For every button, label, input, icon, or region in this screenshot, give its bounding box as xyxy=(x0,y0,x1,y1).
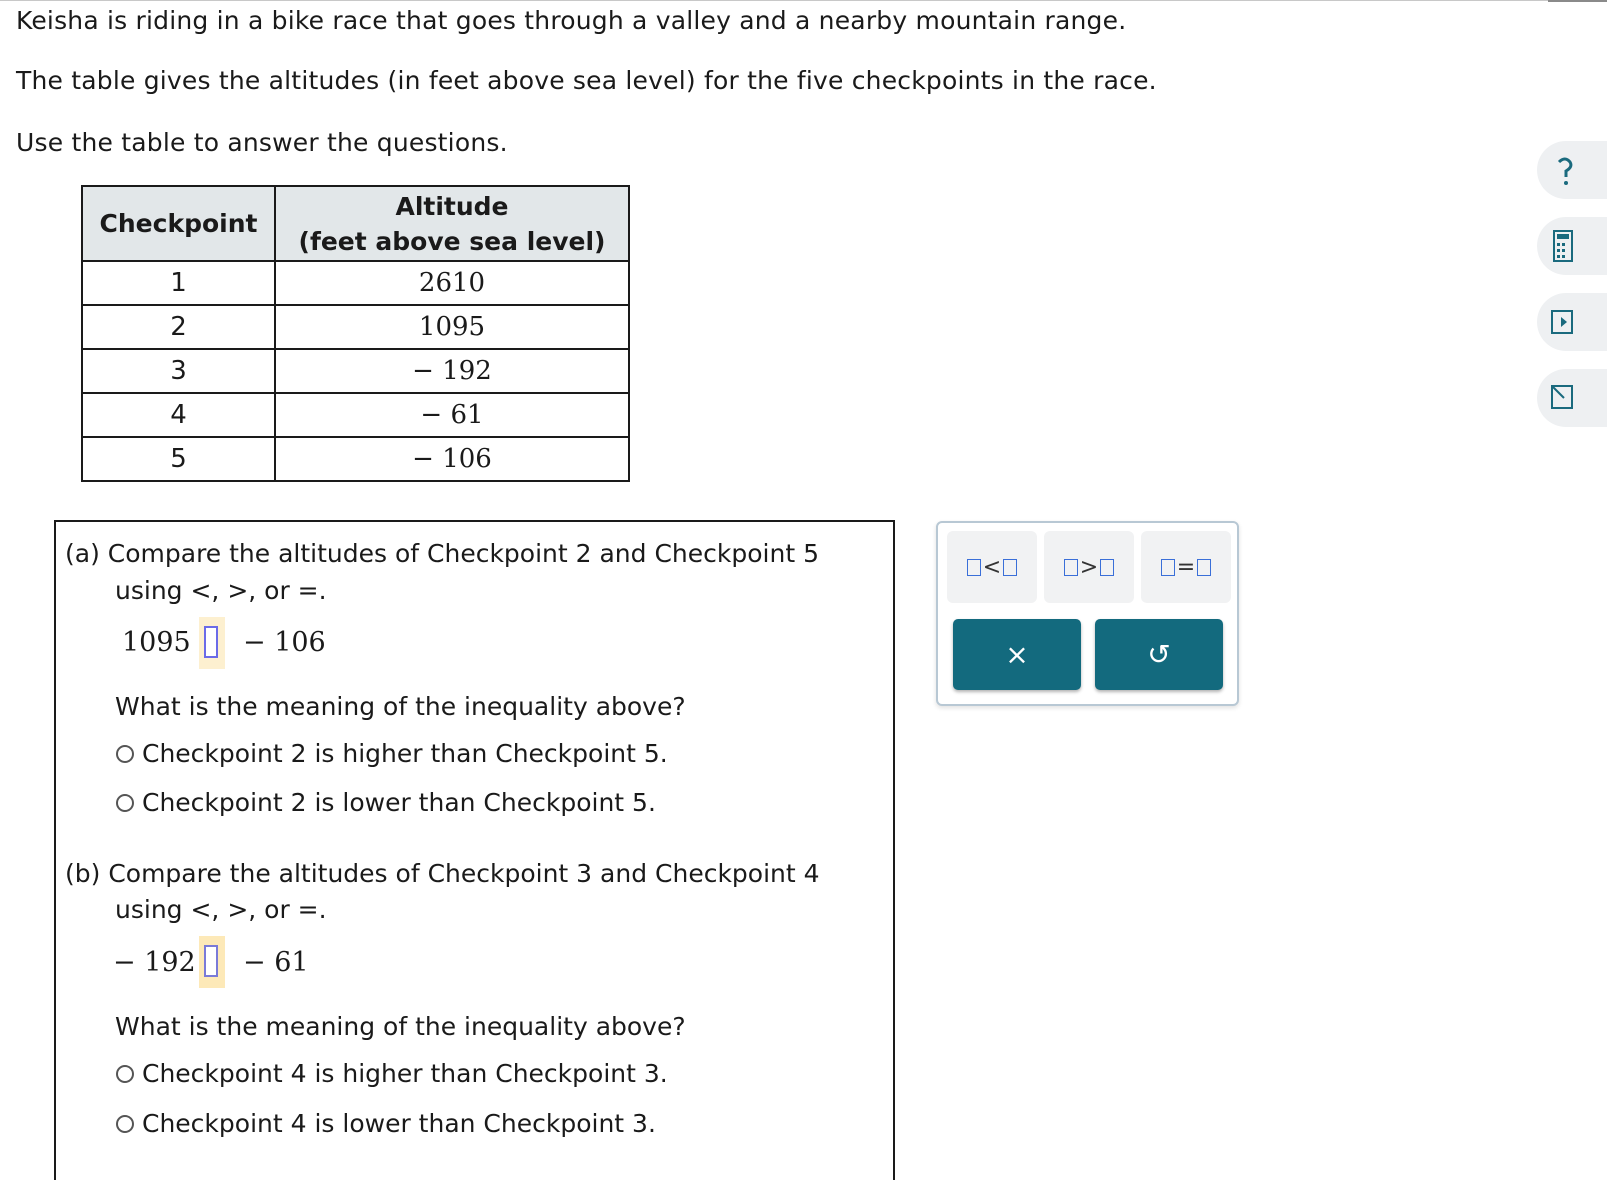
part-b-answer-slot[interactable] xyxy=(204,945,218,977)
part-b-meaning-question: What is the meaning of the inequality above? xyxy=(115,1012,686,1041)
option-label: Checkpoint 4 is lower than Checkpoint 3. xyxy=(142,1109,656,1138)
message-tool[interactable] xyxy=(1537,369,1607,427)
cell-checkpoint: 4 xyxy=(82,393,275,437)
box-icon xyxy=(1100,559,1114,576)
table-row xyxy=(82,305,629,349)
question-box xyxy=(54,520,895,1180)
video-tool[interactable] xyxy=(1537,293,1607,351)
option-label: Checkpoint 2 is lower than Checkpoint 5. xyxy=(142,788,656,817)
intro-line-3: Use the table to answer the questions. xyxy=(16,128,508,157)
part-b-option-higher[interactable] xyxy=(116,1059,668,1089)
cell-altitude: − 106 xyxy=(275,437,629,481)
cell-checkpoint: 1 xyxy=(82,261,275,305)
part-a-answer-slot[interactable] xyxy=(204,626,218,658)
box-icon xyxy=(967,559,981,576)
clear-button[interactable] xyxy=(953,619,1081,690)
option-label: Checkpoint 4 is higher than Checkpoint 3. xyxy=(142,1059,668,1088)
part-b-prompt-2: using <, >, or =. xyxy=(115,895,327,924)
cell-altitude: − 61 xyxy=(275,393,629,437)
greater-than-button[interactable] xyxy=(1044,531,1134,603)
intro-line-1: Keisha is riding in a bike race that goes through a valley and a nearby mountain range. xyxy=(16,6,1127,35)
header-altitude-line2: (feet above sea level) xyxy=(298,226,606,256)
top-divider-accent xyxy=(1548,0,1607,2)
part-a-right-value: − 106 xyxy=(243,627,326,658)
calculator-tool[interactable] xyxy=(1537,217,1607,275)
box-icon xyxy=(1161,559,1175,576)
close-icon: × xyxy=(1005,638,1029,671)
cell-altitude: 1095 xyxy=(275,305,629,349)
intro-line-2: The table gives the altitudes (in feet above sea level) for the five checkpoints in the race. xyxy=(16,66,1157,95)
equal-button[interactable] xyxy=(1141,531,1231,603)
part-a-prompt: (a) Compare the altitudes of Checkpoint 2 and Checkpoint 5 xyxy=(65,539,819,568)
part-b-option-lower[interactable] xyxy=(116,1109,656,1139)
part-a-option-higher[interactable] xyxy=(116,739,668,769)
part-b-left-value: − 192 xyxy=(113,947,196,978)
part-b-right-value: − 61 xyxy=(243,947,309,978)
box-icon xyxy=(1003,559,1017,576)
cell-checkpoint: 2 xyxy=(82,305,275,349)
part-a-meaning-question: What is the meaning of the inequality above? xyxy=(115,692,686,721)
less-than-button[interactable] xyxy=(947,531,1037,603)
help-icon xyxy=(1537,141,1607,199)
message-icon xyxy=(1537,369,1607,427)
table-row xyxy=(82,437,629,481)
option-label: Checkpoint 2 is higher than Checkpoint 5. xyxy=(142,739,668,768)
part-b-answer-box[interactable] xyxy=(199,936,225,988)
video-icon xyxy=(1537,293,1607,351)
header-altitude xyxy=(275,186,629,261)
table-header-row xyxy=(82,186,629,261)
calculator-icon xyxy=(1537,217,1607,275)
header-checkpoint: Checkpoint xyxy=(82,186,275,261)
radio-circle-icon[interactable] xyxy=(116,1065,134,1083)
help-tool[interactable] xyxy=(1537,141,1607,199)
radio-circle-icon[interactable] xyxy=(116,1115,134,1133)
undo-button[interactable] xyxy=(1095,619,1223,690)
radio-circle-icon[interactable] xyxy=(116,794,134,812)
cell-checkpoint: 3 xyxy=(82,349,275,393)
cell-altitude: 2610 xyxy=(275,261,629,305)
box-icon xyxy=(1064,559,1078,576)
less-than-symbol: < xyxy=(982,554,1002,580)
box-icon xyxy=(1197,559,1211,576)
top-divider xyxy=(0,0,1607,1)
part-a-option-lower[interactable] xyxy=(116,788,656,818)
table-row xyxy=(82,393,629,437)
part-b-prompt: (b) Compare the altitudes of Checkpoint 3 and Checkpoint 4 xyxy=(65,859,820,888)
part-a-prompt-2: using <, >, or =. xyxy=(115,576,327,605)
greater-than-symbol: > xyxy=(1079,554,1099,580)
part-a-answer-box[interactable] xyxy=(199,617,225,669)
cell-altitude: − 192 xyxy=(275,349,629,393)
part-a-left-value: 1095 xyxy=(122,627,191,658)
table-row xyxy=(82,261,629,305)
table-row xyxy=(82,349,629,393)
undo-icon: ↺ xyxy=(1147,638,1171,671)
header-altitude-line1: Altitude xyxy=(395,191,509,221)
radio-circle-icon[interactable] xyxy=(116,745,134,763)
symbol-palette xyxy=(936,521,1239,706)
equal-symbol: = xyxy=(1176,554,1196,580)
cell-checkpoint: 5 xyxy=(82,437,275,481)
altitude-table xyxy=(81,185,630,482)
